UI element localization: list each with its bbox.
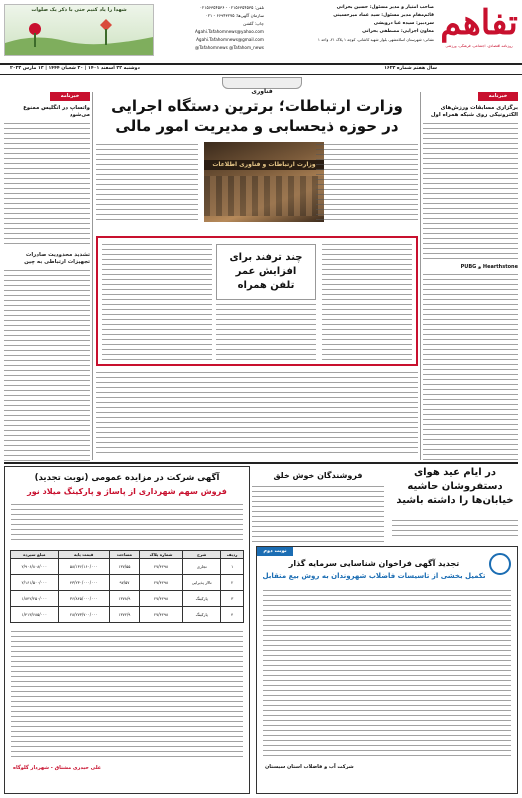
contact-line[interactable]: Agahi.Tafahomnews@yahoo.com bbox=[194, 29, 264, 34]
table-cell: ۱۳۷۸/۹ bbox=[109, 591, 139, 607]
lead-body-right bbox=[316, 144, 418, 224]
column-divider bbox=[92, 92, 93, 460]
table-cell: ۱ bbox=[221, 559, 244, 575]
shops-body bbox=[252, 486, 384, 542]
table-row bbox=[11, 575, 244, 591]
news-subtitle: PUBG و Hearthstone bbox=[460, 264, 518, 270]
table-cell: ۱۳۷۲/۹ bbox=[109, 607, 139, 623]
table-cell: ۱/۸۴۲/۲۵۰/۰۰۰ bbox=[11, 591, 59, 607]
info-line: قائم‌مقام مدیر مسئول: سید عماد میرحسینی bbox=[333, 13, 434, 18]
news-title: تشدید محدودیت صادرات تجهیزات ارتباطی به چین bbox=[24, 252, 90, 265]
table-header: مساحت bbox=[109, 551, 139, 559]
feature-body-right bbox=[322, 244, 412, 360]
table-cell: تجاری bbox=[183, 559, 221, 575]
section-divider bbox=[4, 462, 518, 464]
table-row bbox=[11, 559, 244, 575]
table-cell: پارکینگ bbox=[183, 591, 221, 607]
feature-body-left bbox=[102, 244, 212, 360]
auction-terms bbox=[11, 631, 243, 761]
auction-table bbox=[10, 550, 244, 623]
contact-line: چاپ: گلشن bbox=[243, 21, 264, 26]
table-cell: ۹۷/۵۷ bbox=[109, 575, 139, 591]
section-label: فناوری bbox=[251, 88, 273, 95]
table-row bbox=[11, 591, 244, 607]
news-body bbox=[423, 123, 518, 261]
table-row bbox=[11, 607, 244, 623]
table-cell: ۱۳۷/۵۵ bbox=[109, 559, 139, 575]
table-cell: ۲ bbox=[221, 575, 244, 591]
table-cell: تالار پذیرایی bbox=[183, 575, 221, 591]
table-header: قیمت پایه bbox=[58, 551, 109, 559]
photo-sign: وزارت ارتباطات و فناوری اطلاعات bbox=[204, 160, 324, 170]
auction-footer: علی حیدری مشتاق - شهردار گلوگاه bbox=[13, 765, 102, 771]
contact-line[interactable]: Agahi.Tafahomnews@gmail.com bbox=[196, 37, 264, 42]
newspaper-logo bbox=[440, 2, 518, 58]
table-cell: پارکینگ bbox=[183, 607, 221, 623]
table-cell: ۴ bbox=[221, 607, 244, 623]
dateline: دوشنبه ۲۲ اسفند ۱۴۰۱ | ۲۰ شعبان ۱۴۴۴ | ۱۳ مارس ۲۰۲۳ bbox=[10, 66, 140, 71]
news-body bbox=[423, 274, 518, 464]
column-divider bbox=[420, 92, 421, 460]
water-logo-icon bbox=[489, 553, 511, 575]
publisher-info bbox=[269, 4, 434, 58]
feature-body-center bbox=[216, 304, 316, 360]
banner-slogan: شهدا را یاد کنیم حتی با ذکر یک صلوات bbox=[31, 7, 127, 13]
feature-title: چند ترفند برای افزایش عمر تلفن همراه bbox=[229, 252, 303, 291]
table-cell: ۲/۱۶۱/۵۰۰/۰۰۰ bbox=[11, 575, 59, 591]
auction-subtitle: فروش سهم شهرداری از پاساژ و پارکینگ میلاد نور bbox=[27, 487, 227, 496]
tulip-icon bbox=[5, 15, 153, 55]
issue-number: سال هفتم شماره ۱۶۲۳ bbox=[384, 66, 437, 71]
news-title: واتساپ در انگلیس ممنوع می‌شود bbox=[23, 105, 90, 118]
lead-story bbox=[96, 92, 418, 230]
table-header: شماره پلاک bbox=[140, 551, 183, 559]
date-bar bbox=[0, 63, 522, 75]
table-cell: ۴۳/۲۳۰/۰۰۰/۰۰۰ bbox=[58, 575, 109, 591]
contact-line: سازمان آگهی‌ها: ۶۶۹۴۳۲۷۵ - ۰۲۱ bbox=[205, 13, 264, 18]
table-cell: ۱/۴۱۳/۶۸۵/۰۰۰ bbox=[11, 607, 59, 623]
table-cell: ۲۸/۲۷۳/۷۰۰/۰۰۰ bbox=[58, 607, 109, 623]
table-header: ردیف bbox=[221, 551, 244, 559]
tender-body bbox=[263, 590, 511, 760]
shops-headline: فروشندگان خوش خلق bbox=[273, 471, 363, 480]
info-line: سردبیر: سیده عبا درویشی bbox=[373, 21, 434, 26]
contact-line: تلفن: ۰۲۱۵۶۳۵۴۵۳۵ - ۰۲۱۵۶۳۵۴۵۳۶ bbox=[199, 5, 264, 10]
column-tag: خبرنامه bbox=[50, 92, 90, 101]
table-header: شرح bbox=[183, 551, 221, 559]
auction-intro bbox=[11, 504, 243, 544]
eid-headline: در ایام عید هوای دستفروشان حاشیه خیابان‌ها را داشته باشید bbox=[396, 467, 514, 506]
info-line: صاحب امتیاز و مدیر مسئول: حسین بحرانی bbox=[336, 5, 434, 10]
column-tag: خبرنامه bbox=[478, 92, 518, 101]
shops-story bbox=[252, 466, 384, 544]
left-news-column bbox=[4, 92, 90, 460]
table-cell: ۲/۹۰۶/۸۰۸/۰۰۰ bbox=[11, 559, 59, 575]
contact-line[interactable]: @Tafahomnews @Tafahom_news bbox=[194, 45, 264, 50]
table-cell: ۲۷/۴۲۹۸ bbox=[140, 607, 183, 623]
contact-info bbox=[164, 4, 264, 58]
lead-photo bbox=[204, 142, 324, 222]
tender-title: تجدید آگهی فراخوان شناسایی سرمایه گذار bbox=[288, 559, 460, 568]
tender-footer: شرکت آب و فاضلاب استان سیستان bbox=[265, 764, 354, 770]
info-line: معاون اجرایی: مصطفی بحرانی bbox=[362, 29, 434, 34]
auction-ad bbox=[4, 466, 250, 794]
logo-text: تفاهم bbox=[440, 3, 518, 43]
info-line: نشانی: شهرستان اسلامشهر، بلوار شهید کاشانی، کوچه ۱ پلاک ۲۱، واحد ۱ bbox=[317, 37, 434, 42]
eid-body bbox=[392, 520, 518, 540]
table-cell: ۳ bbox=[221, 591, 244, 607]
right-news-column bbox=[423, 92, 518, 460]
feature-title-box bbox=[216, 244, 316, 300]
lead-headline: وزارت ارتباطات؛ برترین دستگاه اجرایی در حوزه ذیحسابی و مدیریت امور مالی bbox=[111, 97, 403, 135]
news-body bbox=[4, 123, 90, 248]
tender-ad bbox=[256, 546, 518, 794]
section-tab bbox=[222, 77, 302, 95]
table-header: مبلغ سپرده bbox=[11, 551, 59, 559]
masthead bbox=[0, 0, 522, 62]
table-cell: ۲۷/۴۲۹۸ bbox=[140, 591, 183, 607]
logo-subtitle: روزنامه اقتصادی، اجتماعی، فرهنگی، ورزشی bbox=[445, 44, 513, 48]
martyrs-banner bbox=[4, 4, 154, 56]
tender-subtitle: تکمیل بخشی از تاسیسات فاضلاب شهروندان به روش بیع متقابل bbox=[262, 572, 486, 580]
tender-badge: نوبت دوم bbox=[257, 547, 293, 556]
feature-box bbox=[96, 236, 418, 366]
table-cell: ۲۷/۴۲۹۸ bbox=[140, 575, 183, 591]
news-title: برگزاری مسابقات ورزش‌های الکترونیکی روی شبکه همراه اول bbox=[430, 105, 518, 118]
table-cell: ۵۸/۱۳۶/۱۶۰/۰۰۰ bbox=[58, 559, 109, 575]
article-continuation bbox=[96, 372, 418, 456]
table-cell: ۳۶/۸۴۵/۰۰۰/۰۰۰ bbox=[58, 591, 109, 607]
auction-title: آگهی شرکت در مزایده عمومی (نوبت تجدید) bbox=[34, 473, 220, 483]
lead-body-left bbox=[96, 144, 198, 224]
table-cell: ۲۷/۴۲۹۸ bbox=[140, 559, 183, 575]
news-body bbox=[4, 270, 90, 465]
